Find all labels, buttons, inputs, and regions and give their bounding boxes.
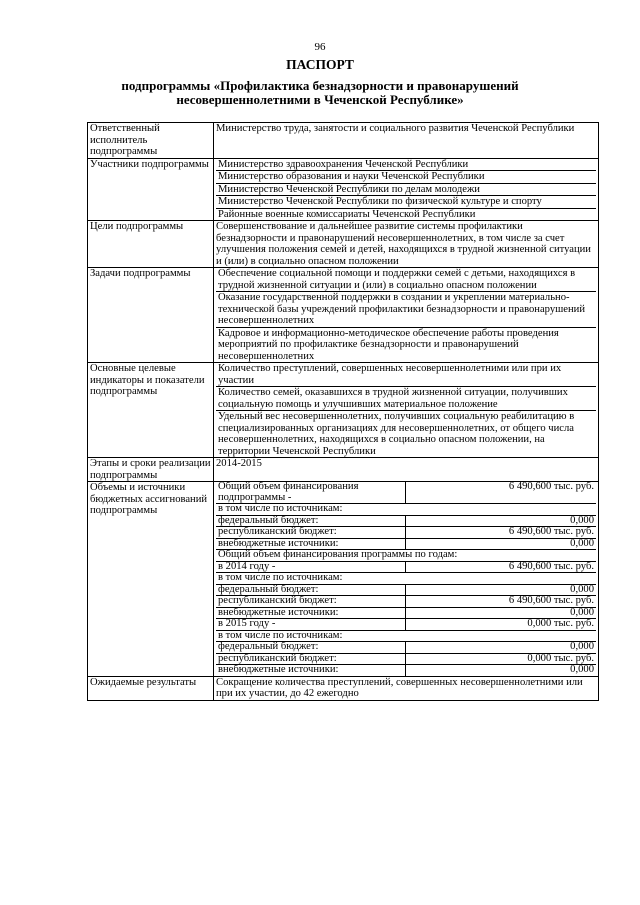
task-item: Оказание государственной поддержки в создании и укреплении материально-технической базы учреждений профилактики безнадзорности и правонарушений несовершеннолетних xyxy=(216,292,596,328)
funding-value: 0,000 xyxy=(406,607,597,619)
funding-line xyxy=(216,596,596,608)
funding-line xyxy=(216,561,596,573)
funding-line xyxy=(216,630,596,642)
funding-line xyxy=(216,538,596,550)
funding-line xyxy=(216,573,596,585)
row-value xyxy=(214,363,599,458)
task-item: Кадровое и информационно-методическое обеспечение работы проведения мероприятий по профилактике безнадзорности и правонарушений несовершеннолетних xyxy=(218,327,559,362)
funding-value: 0,000 xyxy=(406,538,597,550)
document-subtitle xyxy=(0,79,640,107)
funding-value: 6 490,600 тыс. руб. xyxy=(406,596,597,608)
funding-label: внебюджетные источники: xyxy=(216,665,406,676)
funding-value: 0,000 тыс. руб. xyxy=(406,653,597,665)
funding-value: 6 490,600 тыс. руб. xyxy=(406,527,597,539)
funding-label: республиканский бюджет: xyxy=(216,527,406,539)
funding-value: 6 490,600 тыс. руб. xyxy=(406,482,597,504)
indicator-item: Количество семей, оказавшихся в трудной жизненной ситуации, получивших социальную помощь и улучшивших материальное положение xyxy=(216,387,596,411)
indicator-item: Количество преступлений, совершенных несовершеннолетними или при их участии xyxy=(216,363,596,387)
row-participants xyxy=(88,158,599,221)
funding-value: 0,000 тыс. руб. xyxy=(406,619,597,631)
funding-label: республиканский бюджет: xyxy=(216,653,406,665)
page-number: 96 xyxy=(314,41,326,53)
row-label: Ответственный исполнитель подпрограммы xyxy=(88,123,214,159)
funding-line xyxy=(216,665,596,676)
participant-item: Министерство Чеченской Республики по делам молодежи xyxy=(216,184,596,197)
passport-table xyxy=(87,122,599,701)
row-label: Участники подпрограммы xyxy=(88,158,214,221)
participant-item: Министерство Чеченской Республики по физической культуре и спорту xyxy=(216,196,596,209)
funding-line xyxy=(216,619,596,631)
funding-label: федеральный бюджет: xyxy=(216,642,406,654)
row-responsible xyxy=(88,123,599,159)
funding-label: федеральный бюджет: xyxy=(216,515,406,527)
funding-value: 0,000 xyxy=(406,642,597,654)
funding-label: в том числе по источникам: xyxy=(216,630,596,642)
funding-label: внебюджетные источники: xyxy=(216,607,406,619)
row-funding xyxy=(88,482,599,677)
document-title: ПАСПОРТ xyxy=(286,57,354,72)
row-label: Ожидаемые результаты xyxy=(88,676,214,700)
funding-value: 6 490,600 тыс. руб. xyxy=(406,561,597,573)
row-results xyxy=(88,676,599,700)
row-label: Задачи подпрограммы xyxy=(88,268,214,363)
row-tasks xyxy=(88,268,599,363)
row-label: Объемы и источники бюджетных ассигнований подпрограммы xyxy=(88,482,214,677)
funding-table xyxy=(216,482,596,676)
row-value: 2014-2015 xyxy=(214,458,599,482)
row-value: Сокращение количества преступлений, совершенных несовершеннолетними или при их участии, до 42 ежегодно xyxy=(214,676,599,700)
row-value xyxy=(214,482,599,677)
funding-line xyxy=(216,504,596,516)
funding-value: 0,000 xyxy=(406,584,597,596)
participant-item: Министерство образования и науки Чеченской Республики xyxy=(216,171,596,184)
row-label: Основные целевые индикаторы и показатели подпрограммы xyxy=(88,363,214,458)
row-stages xyxy=(88,458,599,482)
subtitle-line-2: несовершеннолетними в Чеченской Республике» xyxy=(176,92,464,107)
row-goals xyxy=(88,221,599,268)
funding-label: внебюджетные источники: xyxy=(216,538,406,550)
row-label: Цели подпрограммы xyxy=(88,221,214,268)
subtitle-line-1: подпрограммы «Профилактика безнадзорности и правонарушений xyxy=(121,78,519,93)
funding-label: Общий объем финансирования подпрограммы - xyxy=(216,482,406,504)
funding-line xyxy=(216,642,596,654)
funding-label: федеральный бюджет: xyxy=(216,584,406,596)
task-item: Обеспечение социальной помощи и поддержки семей с детьми, находящихся в трудной жизненной ситуации и (или) в социально опасном положении xyxy=(216,268,596,292)
funding-label: в том числе по источникам: xyxy=(216,504,596,516)
funding-label: республиканский бюджет: xyxy=(216,596,406,608)
row-value: Министерство труда, занятости и социального развития Чеченской Республики xyxy=(214,123,599,159)
row-label: Этапы и сроки реализации подпрограммы xyxy=(88,458,214,482)
funding-line xyxy=(216,515,596,527)
row-value: Совершенствование и дальнейшее развитие системы профилактики безнадзорности и правонарушений несовершеннолетних, в том числе за счет улучшения положения семей и детей, находящихся в трудной жизненной ситуации и (или) в социально опасном положении xyxy=(214,221,599,268)
row-indicators xyxy=(88,363,599,458)
funding-line xyxy=(216,607,596,619)
row-value xyxy=(214,268,599,363)
funding-label: в 2014 году - xyxy=(216,561,406,573)
funding-line xyxy=(216,550,596,562)
funding-value: 0,000 xyxy=(406,515,597,527)
funding-label: в 2015 году - xyxy=(216,619,406,631)
funding-line xyxy=(216,527,596,539)
funding-line xyxy=(216,584,596,596)
funding-line xyxy=(216,653,596,665)
funding-value: 0,000 xyxy=(570,664,594,675)
funding-label: Общий объем финансирования программы по годам: xyxy=(216,550,596,562)
funding-label: в том числе по источникам: xyxy=(216,573,596,585)
participant-item: Министерство здравоохранения Чеченской Республики xyxy=(216,159,596,172)
indicator-item: Удельный вес несовершеннолетних, получивших социальную реабилитацию в специализированных организациях для несовершеннолетних, от общего числа несовершеннолетних, находящихся в социально опасном положении, на территории Чеченской Республики xyxy=(218,411,575,457)
funding-line xyxy=(216,482,596,504)
participant-item: Районные военные комиссариаты Чеченской Республики xyxy=(218,208,476,220)
row-value xyxy=(214,158,599,221)
